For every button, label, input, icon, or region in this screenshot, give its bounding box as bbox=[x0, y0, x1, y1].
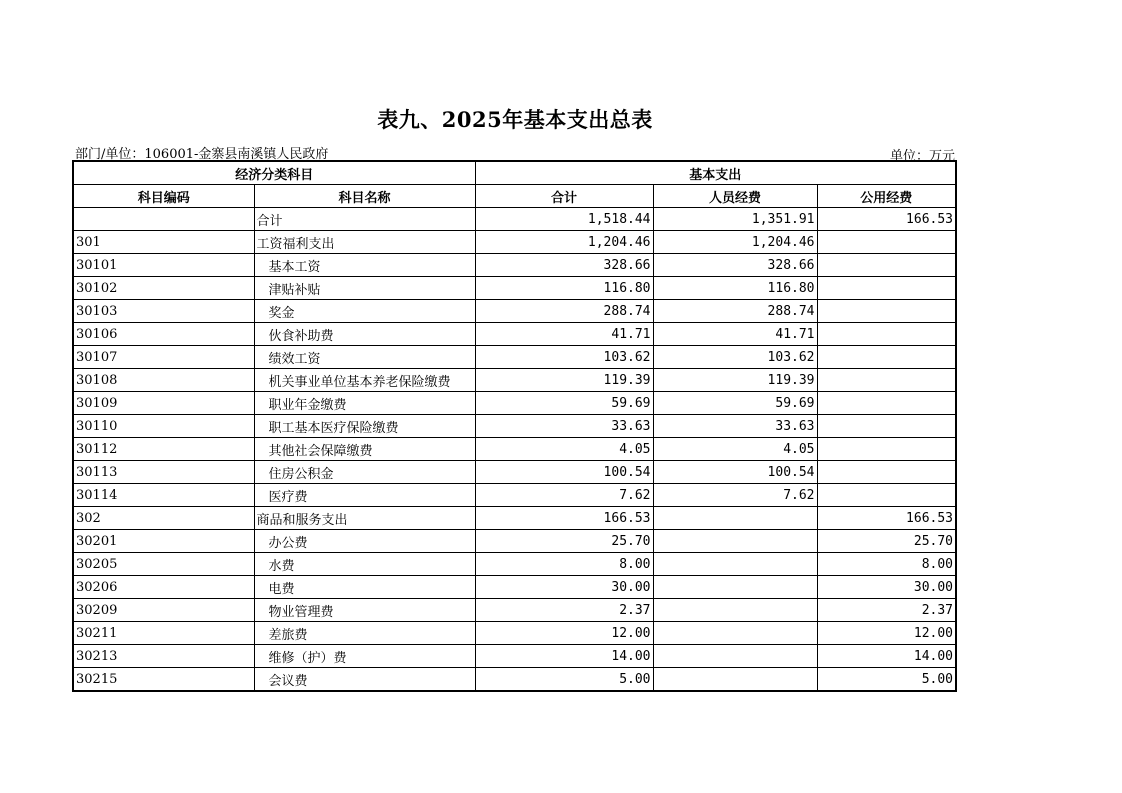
cell-name: 机关事业单位基本养老保险缴费 bbox=[254, 369, 475, 392]
cell-name: 商品和服务支出 bbox=[254, 507, 475, 530]
cell-name: 维修（护）费 bbox=[254, 645, 475, 668]
cell-name: 奖金 bbox=[254, 300, 475, 323]
cell-code: 30114 bbox=[73, 484, 254, 507]
table-row bbox=[73, 530, 956, 553]
cell-total: 30.00 bbox=[475, 576, 653, 599]
cell-name: 基本工资 bbox=[254, 254, 475, 277]
cell-personnel bbox=[653, 645, 817, 668]
cell-code: 302 bbox=[73, 507, 254, 530]
department-label: 部门/单位：106001-金寨县南溪镇人民政府 bbox=[75, 147, 329, 162]
cell-total: 25.70 bbox=[475, 530, 653, 553]
cell-code: 30107 bbox=[73, 346, 254, 369]
cell-public bbox=[817, 484, 956, 507]
header-row-group bbox=[73, 161, 956, 185]
table-row bbox=[73, 507, 956, 530]
cell-total: 8.00 bbox=[475, 553, 653, 576]
cell-total: 2.37 bbox=[475, 599, 653, 622]
cell-name: 绩效工资 bbox=[254, 346, 475, 369]
cell-personnel bbox=[653, 507, 817, 530]
table-row bbox=[73, 553, 956, 576]
cell-personnel: 33.63 bbox=[653, 415, 817, 438]
cell-public: 14.00 bbox=[817, 645, 956, 668]
cell-code: 30206 bbox=[73, 576, 254, 599]
table-row bbox=[73, 277, 956, 300]
cell-personnel: 59.69 bbox=[653, 392, 817, 415]
cell-personnel: 328.66 bbox=[653, 254, 817, 277]
cell-total: 328.66 bbox=[475, 254, 653, 277]
cell-public: 30.00 bbox=[817, 576, 956, 599]
cell-code: 30213 bbox=[73, 645, 254, 668]
cell-total: 4.05 bbox=[475, 438, 653, 461]
cell-code bbox=[73, 208, 254, 231]
cell-code: 30211 bbox=[73, 622, 254, 645]
page-title: 表九、2025年基本支出总表 bbox=[377, 107, 653, 132]
cell-name: 职工基本医疗保险缴费 bbox=[254, 415, 475, 438]
table-row bbox=[73, 231, 956, 254]
cell-name: 工资福利支出 bbox=[254, 231, 475, 254]
cell-personnel: 100.54 bbox=[653, 461, 817, 484]
table-row bbox=[73, 484, 956, 507]
cell-personnel: 1,351.91 bbox=[653, 208, 817, 231]
cell-name: 职业年金缴费 bbox=[254, 392, 475, 415]
cell-total: 1,518.44 bbox=[475, 208, 653, 231]
cell-public bbox=[817, 392, 956, 415]
cell-public bbox=[817, 277, 956, 300]
table-row bbox=[73, 622, 956, 645]
cell-total: 14.00 bbox=[475, 645, 653, 668]
cell-public: 5.00 bbox=[817, 668, 956, 692]
cell-name: 住房公积金 bbox=[254, 461, 475, 484]
cell-code: 30201 bbox=[73, 530, 254, 553]
cell-code: 30103 bbox=[73, 300, 254, 323]
table-body bbox=[73, 208, 956, 692]
cell-total: 5.00 bbox=[475, 668, 653, 692]
cell-total: 41.71 bbox=[475, 323, 653, 346]
cell-total: 1,204.46 bbox=[475, 231, 653, 254]
cell-total: 166.53 bbox=[475, 507, 653, 530]
cell-public bbox=[817, 231, 956, 254]
cell-public bbox=[817, 369, 956, 392]
cell-personnel: 119.39 bbox=[653, 369, 817, 392]
table-row bbox=[73, 415, 956, 438]
table-row bbox=[73, 323, 956, 346]
cell-personnel bbox=[653, 599, 817, 622]
cell-total: 12.00 bbox=[475, 622, 653, 645]
cell-name: 物业管理费 bbox=[254, 599, 475, 622]
cell-total: 288.74 bbox=[475, 300, 653, 323]
expenditure-table bbox=[72, 160, 957, 692]
cell-public: 2.37 bbox=[817, 599, 956, 622]
table-row bbox=[73, 576, 956, 599]
cell-public bbox=[817, 346, 956, 369]
cell-name: 会议费 bbox=[254, 668, 475, 692]
cell-code: 30112 bbox=[73, 438, 254, 461]
header-basic-group: 基本支出 bbox=[475, 161, 956, 185]
cell-total: 33.63 bbox=[475, 415, 653, 438]
cell-personnel: 288.74 bbox=[653, 300, 817, 323]
cell-name: 办公费 bbox=[254, 530, 475, 553]
table-row bbox=[73, 645, 956, 668]
cell-name: 水费 bbox=[254, 553, 475, 576]
cell-personnel bbox=[653, 668, 817, 692]
unit-label: 单位：万元 bbox=[889, 149, 955, 164]
table-row bbox=[73, 461, 956, 484]
cell-name: 医疗费 bbox=[254, 484, 475, 507]
cell-code: 301 bbox=[73, 231, 254, 254]
cell-code: 30205 bbox=[73, 553, 254, 576]
cell-total: 7.62 bbox=[475, 484, 653, 507]
header-total: 合计 bbox=[475, 185, 653, 208]
cell-name: 津贴补贴 bbox=[254, 277, 475, 300]
cell-code: 30109 bbox=[73, 392, 254, 415]
table-row bbox=[73, 208, 956, 231]
cell-total: 119.39 bbox=[475, 369, 653, 392]
cell-code: 30209 bbox=[73, 599, 254, 622]
cell-name: 伙食补助费 bbox=[254, 323, 475, 346]
table-row bbox=[73, 599, 956, 622]
table-row bbox=[73, 668, 956, 692]
cell-code: 30110 bbox=[73, 415, 254, 438]
cell-public: 8.00 bbox=[817, 553, 956, 576]
cell-personnel bbox=[653, 553, 817, 576]
cell-code: 30102 bbox=[73, 277, 254, 300]
cell-public: 166.53 bbox=[817, 507, 956, 530]
cell-name: 其他社会保障缴费 bbox=[254, 438, 475, 461]
cell-public: 12.00 bbox=[817, 622, 956, 645]
cell-total: 100.54 bbox=[475, 461, 653, 484]
cell-personnel: 103.62 bbox=[653, 346, 817, 369]
cell-public bbox=[817, 438, 956, 461]
cell-total: 116.80 bbox=[475, 277, 653, 300]
cell-total: 103.62 bbox=[475, 346, 653, 369]
cell-public: 25.70 bbox=[817, 530, 956, 553]
cell-code: 30113 bbox=[73, 461, 254, 484]
table-row bbox=[73, 346, 956, 369]
cell-public bbox=[817, 254, 956, 277]
cell-name: 差旅费 bbox=[254, 622, 475, 645]
header-name: 科目名称 bbox=[254, 185, 475, 208]
cell-personnel: 116.80 bbox=[653, 277, 817, 300]
header-personnel: 人员经费 bbox=[653, 185, 817, 208]
cell-personnel bbox=[653, 576, 817, 599]
cell-public bbox=[817, 461, 956, 484]
table-row bbox=[73, 392, 956, 415]
cell-code: 30108 bbox=[73, 369, 254, 392]
cell-code: 30215 bbox=[73, 668, 254, 692]
cell-name: 合计 bbox=[254, 208, 475, 231]
header-row-columns bbox=[73, 185, 956, 208]
table-row bbox=[73, 369, 956, 392]
cell-personnel: 4.05 bbox=[653, 438, 817, 461]
cell-public bbox=[817, 323, 956, 346]
cell-public: 166.53 bbox=[817, 208, 956, 231]
cell-code: 30106 bbox=[73, 323, 254, 346]
cell-personnel bbox=[653, 530, 817, 553]
cell-personnel: 1,204.46 bbox=[653, 231, 817, 254]
header-econ-group: 经济分类科目 bbox=[73, 161, 475, 185]
cell-personnel bbox=[653, 622, 817, 645]
table-row bbox=[73, 300, 956, 323]
table-row bbox=[73, 254, 956, 277]
cell-personnel: 41.71 bbox=[653, 323, 817, 346]
table-row bbox=[73, 438, 956, 461]
cell-name: 电费 bbox=[254, 576, 475, 599]
cell-total: 59.69 bbox=[475, 392, 653, 415]
cell-personnel: 7.62 bbox=[653, 484, 817, 507]
cell-public bbox=[817, 300, 956, 323]
cell-code: 30101 bbox=[73, 254, 254, 277]
header-public: 公用经费 bbox=[817, 185, 956, 208]
cell-public bbox=[817, 415, 956, 438]
header-code: 科目编码 bbox=[73, 185, 254, 208]
